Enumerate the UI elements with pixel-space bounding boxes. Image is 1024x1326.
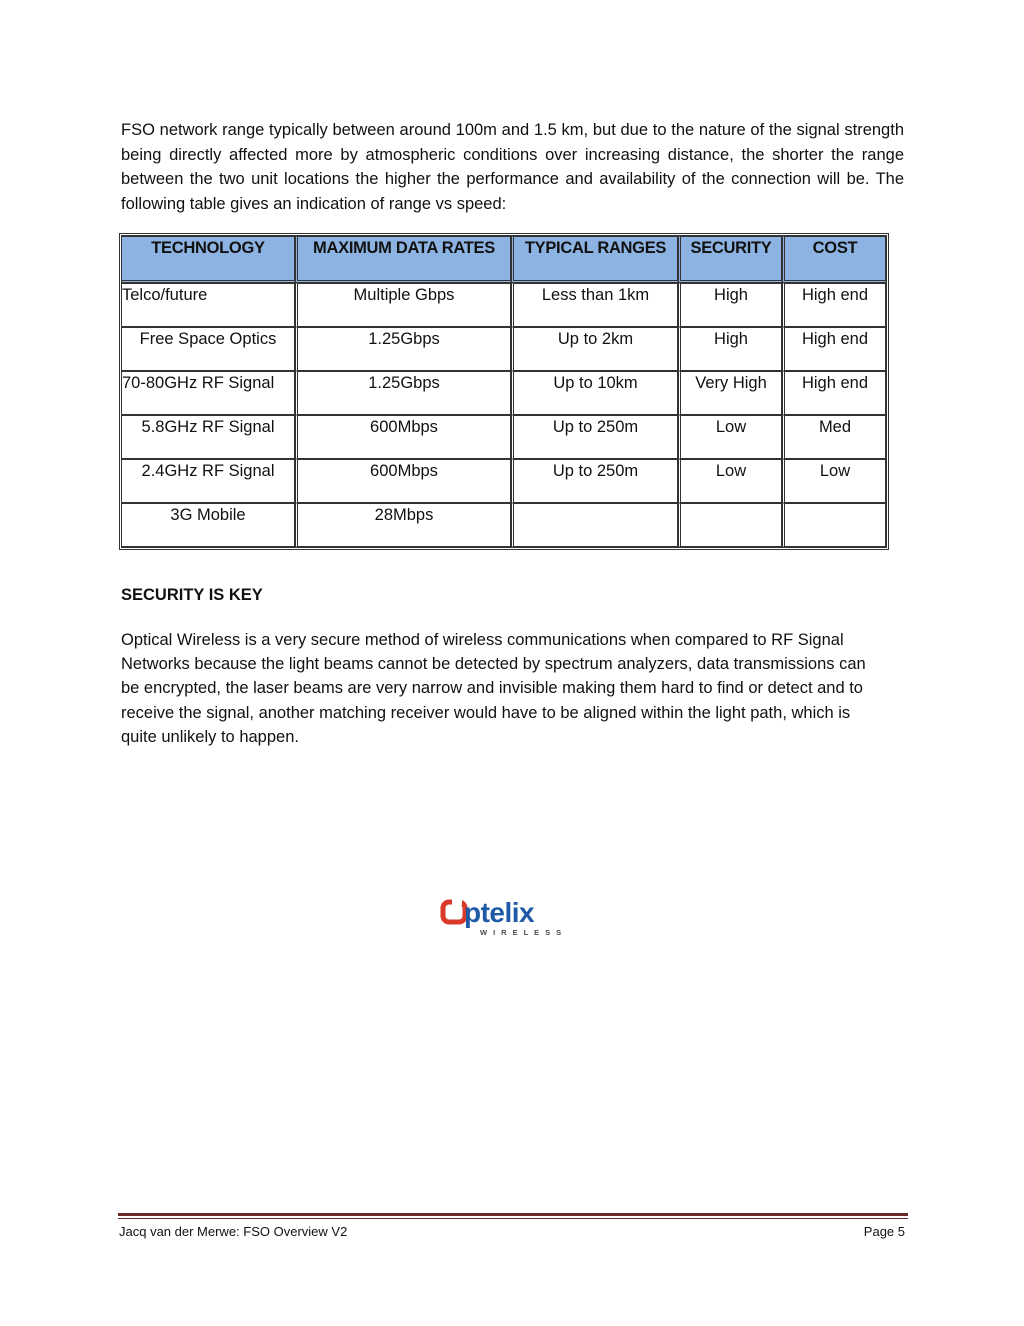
table-row bbox=[122, 459, 886, 503]
cell-range: Up to 2km bbox=[511, 327, 678, 371]
table-header-row bbox=[122, 236, 886, 283]
header-max-data-rates: MAXIMUM DATA RATES bbox=[295, 236, 511, 283]
cell-security: Low bbox=[678, 459, 782, 503]
table-row bbox=[122, 371, 886, 415]
optelix-logo bbox=[440, 893, 588, 941]
header-technology: TECHNOLOGY bbox=[122, 236, 295, 283]
section-heading: SECURITY IS KEY bbox=[121, 586, 263, 604]
cell-technology: 70-80GHz RF Signal bbox=[122, 371, 295, 415]
cell-cost bbox=[782, 503, 886, 547]
cell-data-rate: Multiple Gbps bbox=[295, 283, 511, 327]
logo-subtext: WIRELESS bbox=[480, 928, 568, 937]
security-paragraph: Optical Wireless is a very secure method of wireless communications when compared to RF Signal Networks because the light beams cannot be detected by spectrum analyzers, data transmissions can be encrypted, the laser beams are very narrow and invisible making them hard to find or detect and to receive the signal, another matching receiver would have to be aligned within the light path, which is quite unlikely to happen. bbox=[121, 631, 866, 746]
footer-author: Jacq van der Merwe: FSO Overview V2 bbox=[119, 1224, 348, 1239]
cell-cost: Low bbox=[782, 459, 886, 503]
cell-technology: Free Space Optics bbox=[122, 327, 295, 371]
table-row bbox=[122, 415, 886, 459]
footer-page-number: Page 5 bbox=[863, 1224, 905, 1239]
table-row bbox=[122, 327, 886, 371]
cell-technology: 2.4GHz RF Signal bbox=[122, 459, 295, 503]
cell-data-rate: 28Mbps bbox=[295, 503, 511, 547]
cell-cost: High end bbox=[782, 371, 886, 415]
table-row bbox=[122, 503, 886, 547]
footer-rule-thin bbox=[118, 1218, 908, 1219]
header-security: SECURITY bbox=[678, 236, 782, 283]
cell-cost: High end bbox=[782, 327, 886, 371]
cell-security: High bbox=[678, 327, 782, 371]
cell-cost: Med bbox=[782, 415, 886, 459]
logo-wordmark: ptelix bbox=[464, 897, 535, 928]
cell-security: High bbox=[678, 283, 782, 327]
cell-range: Up to 250m bbox=[511, 459, 678, 503]
cell-cost: High end bbox=[782, 283, 886, 327]
table-row bbox=[122, 283, 886, 327]
footer-rule bbox=[118, 1213, 908, 1216]
cell-security: Low bbox=[678, 415, 782, 459]
cell-data-rate: 1.25Gbps bbox=[295, 371, 511, 415]
header-typical-ranges: TYPICAL RANGES bbox=[511, 236, 678, 283]
cell-security: Very High bbox=[678, 371, 782, 415]
cell-range: Up to 250m bbox=[511, 415, 678, 459]
intro-paragraph: FSO network range typically between around 100m and 1.5 km, but due to the nature of the signal strength being directly affected more by atmospheric conditions over increasing distance, the shorter the range between the two unit locations the higher the performance and availability of the connection will be. The following table gives an indication of range vs speed: bbox=[121, 121, 904, 213]
cell-data-rate: 600Mbps bbox=[295, 415, 511, 459]
cell-security bbox=[678, 503, 782, 547]
range-speed-table bbox=[119, 233, 889, 550]
cell-technology: 3G Mobile bbox=[122, 503, 295, 547]
cell-technology: Telco/future bbox=[122, 283, 295, 327]
header-cost: COST bbox=[782, 236, 886, 283]
cell-technology: 5.8GHz RF Signal bbox=[122, 415, 295, 459]
cell-range: Up to 10km bbox=[511, 371, 678, 415]
cell-range bbox=[511, 503, 678, 547]
cell-range: Less than 1km bbox=[511, 283, 678, 327]
cell-data-rate: 1.25Gbps bbox=[295, 327, 511, 371]
cell-data-rate: 600Mbps bbox=[295, 459, 511, 503]
